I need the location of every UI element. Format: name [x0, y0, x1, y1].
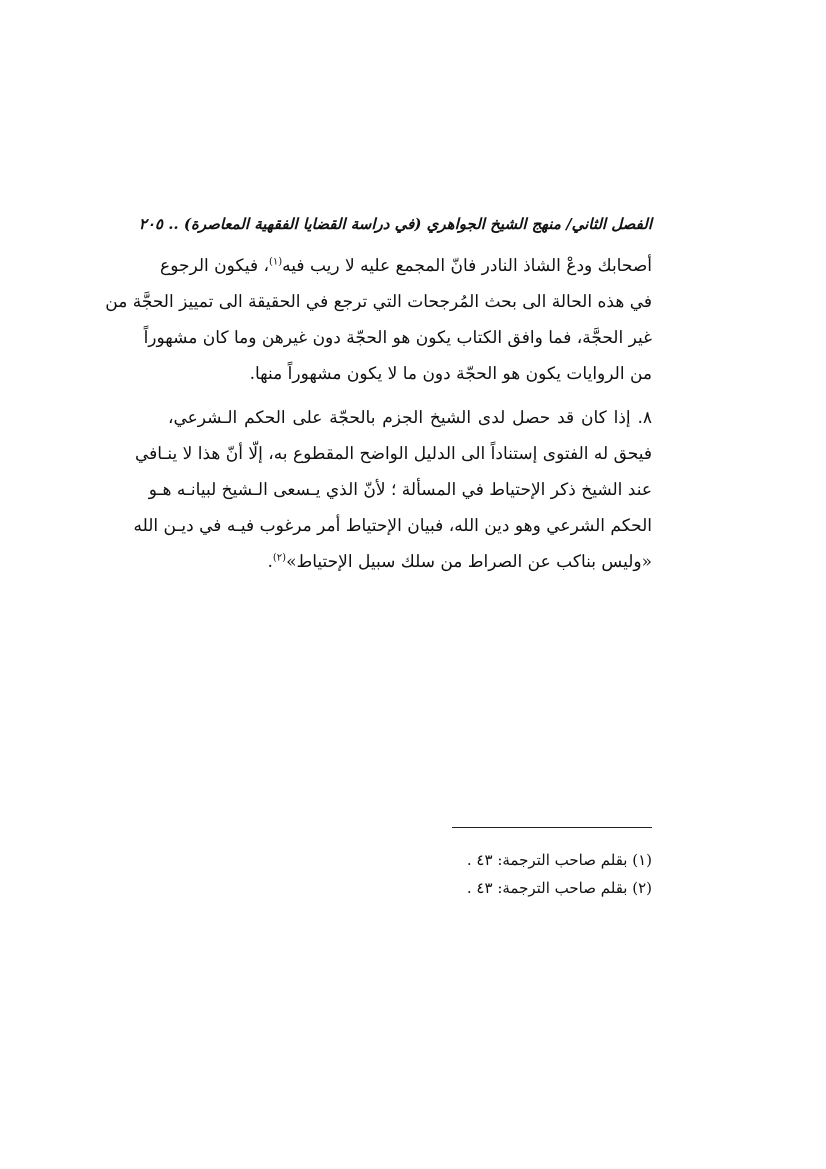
text-line	[168, 544, 652, 580]
text-segment: أصحابك ودعْ الشاذ النادر فانّ المجمع عليه لا ريب فيه	[282, 256, 652, 276]
text-line: فيحق له الفتوى إستناداً الى الدليل الواضح المقطوع به، إلّا أنّ هذا لا ينـافي	[134, 444, 652, 464]
text-line	[160, 248, 652, 284]
text-line: من الروايات يكون هو الحجّة دون ما لا يكون مشهوراً منها.	[249, 364, 652, 384]
footnote-1: (١) بقلم صاحب الترجمة: ٤٣ .	[466, 851, 652, 869]
quote-text: «وليس بناكب عن الصراط من سلك سبيل الإحتياط»	[286, 552, 652, 572]
footnotes	[300, 846, 652, 902]
paragraph-2	[133, 400, 652, 580]
text-line: ٨. إذا كان قد حصل لدى الشيخ الجزم بالحجّة على الحكم الـشرعي،	[168, 408, 652, 428]
footnote-divider	[452, 827, 652, 828]
text-line: عند الشيخ ذكر الإحتياط في المسألة ؛ لأنّ الذي يـسعى الـشيخ لبيانـه هـو	[148, 480, 652, 500]
text-line: الحكم الشرعي وهو دين الله، فبيان الإحتياط أمر مرغوب فيـه في ديـن الله	[133, 516, 652, 536]
text-line: في هذه الحالة الى بحث المُرجحات التي ترجع في الحقيقة الى تمييز الحجَّة من	[105, 292, 652, 312]
footnote-ref-1: (١)	[268, 256, 283, 268]
footnote-ref-2: (٢)	[272, 552, 287, 564]
text-segment: ، فيكون الرجوع	[160, 256, 269, 276]
main-text	[105, 248, 652, 580]
text-segment: .	[267, 552, 273, 572]
running-header: الفصل الثاني/ منهج الشيخ الجواهري (في دراسة القضايا الفقهية المعاصرة) .. ٢٠٥	[138, 215, 652, 233]
footnote-2: (٢) بقلم صاحب الترجمة: ٤٣ .	[466, 879, 652, 897]
paragraph-1	[105, 248, 652, 392]
text-line: غير الحجَّة، فما وافق الكتاب يكون هو الحجّة دون غيرهن وما كان مشهوراً	[143, 328, 652, 348]
